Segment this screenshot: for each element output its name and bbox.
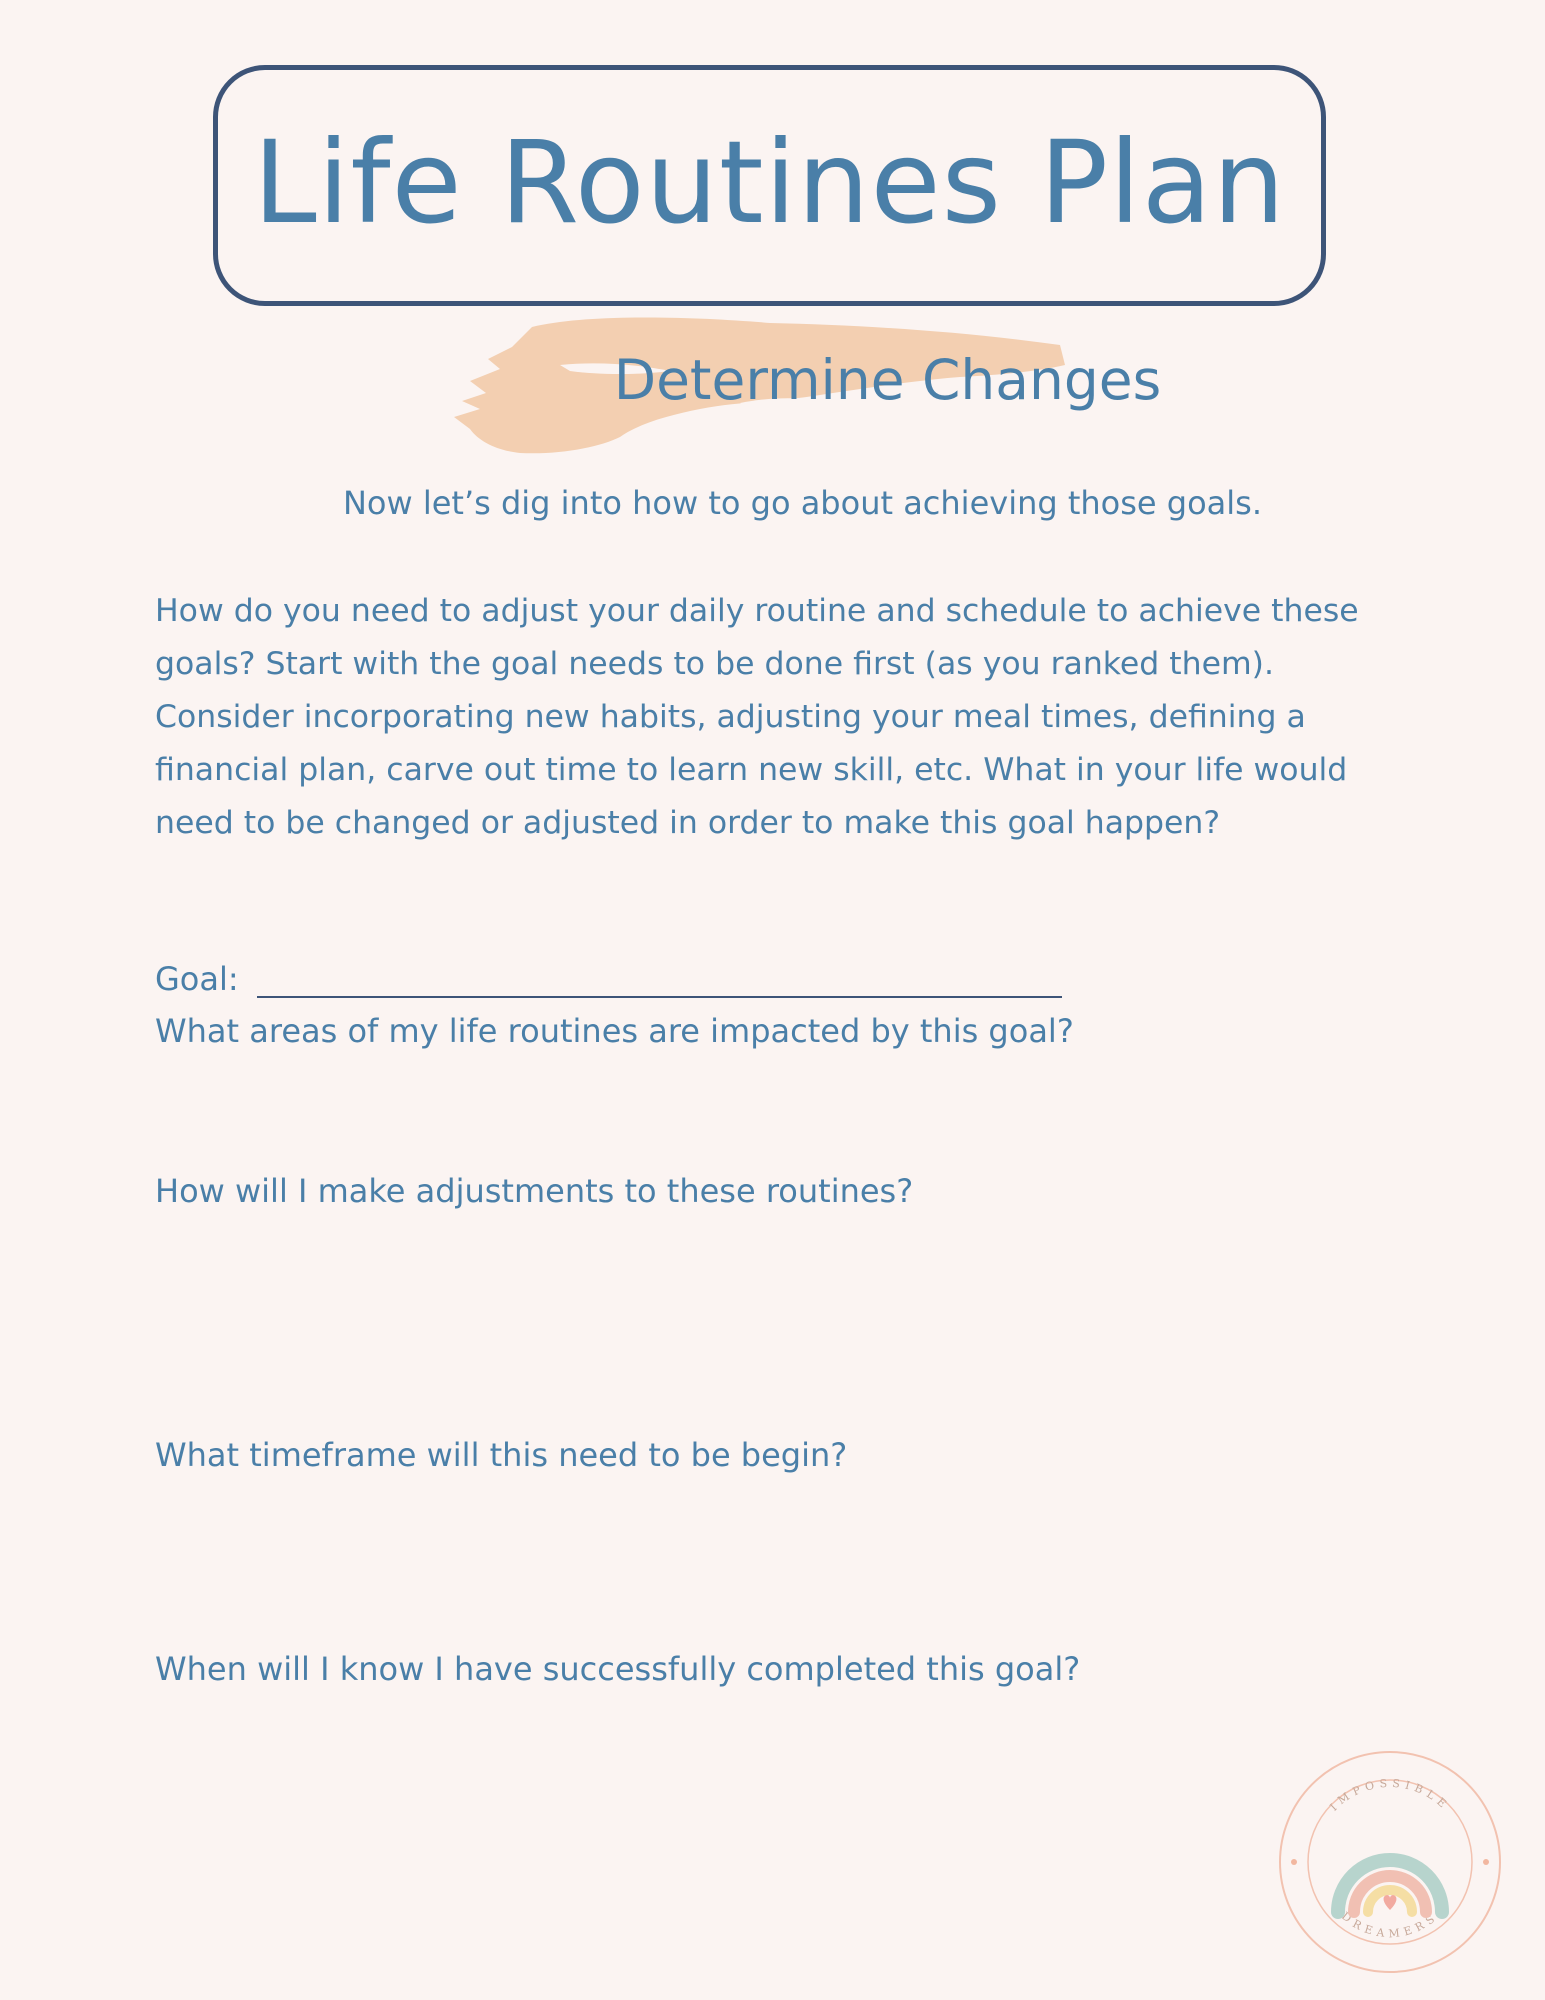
rainbow-heart-icon [1338, 1860, 1442, 1912]
instruction-line: need to be changed or adjusted in order to make this goal happen? [155, 805, 1221, 841]
page-title: Life Routines Plan [253, 115, 1286, 249]
question-impacted-areas: What areas of my life routines are impacted by this goal? [155, 1012, 1074, 1050]
impossible-dreamers-logo [1275, 1747, 1505, 1977]
logo-bottom-text: DREAMERS [1338, 1909, 1442, 1941]
question-adjustments: How will I make adjustments to these routines? [155, 1172, 914, 1210]
goal-row [155, 960, 1062, 998]
instruction-line: Consider incorporating new habits, adjusting your meal times, defining a [155, 699, 1306, 735]
logo-top-text: IMPOSSIBLE [1327, 1776, 1453, 1814]
instruction-line: financial plan, carve out time to learn new skill, etc. What in your life would [155, 752, 1348, 788]
question-timeframe: What timeframe will this need to be begin? [155, 1436, 848, 1474]
svg-text:IMPOSSIBLE [1327, 1777, 1452, 1814]
instructions-paragraph [155, 585, 1435, 850]
instruction-line: goals? Start with the goal needs to be done first (as you ranked them). [155, 646, 1274, 682]
question-completion: When will I know I have successfully completed this goal? [155, 1650, 1081, 1688]
page-subtitle: Determine Changes [613, 348, 1162, 412]
goal-label: Goal: [155, 960, 239, 998]
title-box [213, 65, 1326, 306]
goal-input-line[interactable] [257, 996, 1062, 998]
instruction-line: How do you need to adjust your daily routine and schedule to achieve these [155, 593, 1359, 629]
intro-text: Now let’s dig into how to go about achieving those goals. [342, 484, 1263, 522]
